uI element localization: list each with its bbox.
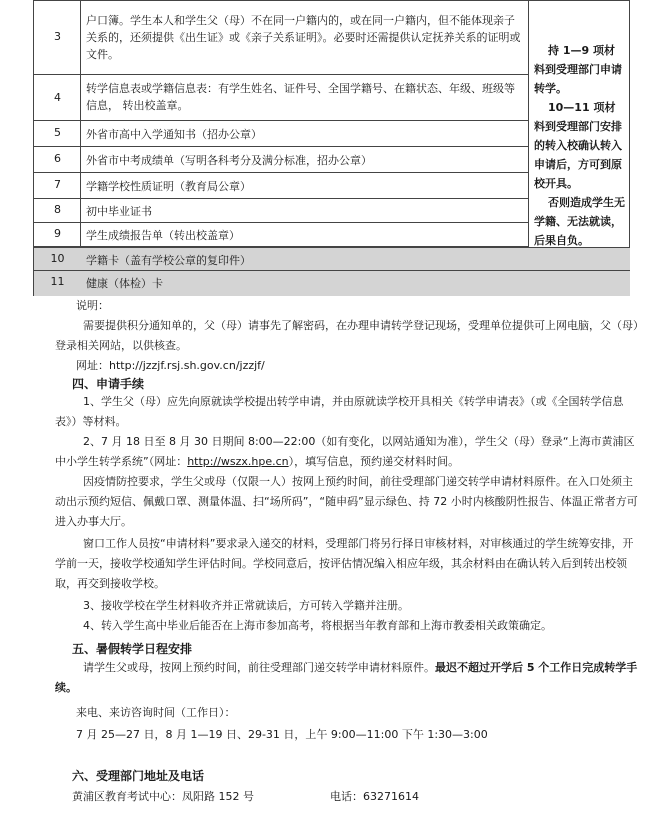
note-step-1: 持 1—9 项材料到受理部门申请转学。 (534, 44, 622, 95)
table-row (34, 1, 529, 75)
section-4-step-3: 3、接收学校在学生材料收齐并正常就读后，方可转入学籍并注册。 (83, 599, 409, 612)
section-4-step-2 (55, 432, 642, 472)
office-phone: 电话：63271614 (330, 790, 419, 803)
explain-url-link[interactable]: http://jzzjf.rsj.sh.gov.cn/jzzjf/ (109, 359, 265, 372)
row-text: 户口簿。学生本人和学生父（母）不在同一户籍内的，或在同一户籍内，但不能体现亲子关系的，还须提供《出生证》或《亲子关系证明》。必要时还需提供认定抚养关系的证明或文件。 (86, 14, 521, 61)
table-row (34, 223, 529, 247)
row-number: 5 (54, 126, 61, 139)
deadline-text: 最迟不超过开学后 5 个工作日完成转学手续。 (55, 661, 638, 694)
note-step-2: 10—11 项材料到受理部门安排的转入校确认转入申请后，方可到原校开具。 (534, 101, 622, 190)
section-5-instruction (55, 658, 642, 698)
section-5-title: 五、暑假转学日程安排 (72, 642, 193, 656)
table-row (34, 75, 529, 121)
section-4-title: 四、申请手续 (72, 377, 145, 391)
step-2-text-b: ），填写信息，预约递交材料时间。 (288, 455, 460, 468)
row-text: 健康（体检）卡 (86, 277, 163, 290)
row-number: 7 (54, 178, 61, 191)
row-number: 10 (50, 252, 65, 265)
row-number: 8 (54, 203, 61, 216)
row-text: 初中毕业证书 (86, 205, 152, 218)
row-text: 学籍卡（盖有学校公章的复印件） (86, 254, 251, 267)
instruction-text: 请学生父或母，按网上预约时间，前往受理部门递交转学申请材料原件。 (83, 661, 435, 674)
explain-url-label: 网址： (76, 359, 109, 372)
section-4-step-1: 1、学生父（母）应先向原就读学校提出转学申请，并由原就读学校开具相关《转学申请表》（或《全国转学信息表》）等材料。 (55, 395, 624, 428)
explain-text: 需要提供积分通知单的，父（母）请事先了解密码，在办理申请转学登记现场，受理单位提供可上网电脑，父（母）登录相关网站，以供核查。 (55, 319, 639, 352)
section-4-window-note: 窗口工作人员按“申请材料”要求录入递交的材料，受理部门将另行择日审核材料，对审核通过的学生统筹安排，开学前一天，接收学校通知学生评估时间。学校同意后，按评估情况编入相应年级，其余材料由在确认转入后到转出校领取，再交到接收学校。 (55, 537, 634, 590)
section-4-epidemic-note: 因疫情防控要求，学生父或母（仅限一人）按网上预约时间，前往受理部门递交转学申请材料原件。在入口处须主动出示预约短信、佩戴口罩、测量体温、扫“场所码”，“随申码”显示绿色、持 72 小时内核酸阴性报告、体温正常者方可进入办事大厅。 (55, 475, 638, 528)
row-number: 11 (50, 275, 65, 288)
table-row (34, 199, 529, 223)
explain-url-line (76, 356, 642, 376)
consult-hours-label: 来电、来访咨询时间（工作日）： (76, 706, 236, 719)
table-row (34, 121, 529, 147)
materials-table (33, 0, 630, 296)
row-text: 外省市高中入学通知书（招办公章） (86, 128, 262, 141)
submission-note (529, 1, 630, 247)
row-number: 9 (54, 227, 61, 240)
row-number: 4 (54, 91, 61, 104)
table-row (34, 271, 630, 296)
step-2-text-a: 2、7 月 18 日至 8 月 30 日期间 8:00—22:00（如有变化，以网站通知为准），学生父（母）登录“上海市黄浦区中小学生转学系统”（网址： (55, 435, 635, 468)
table-row (34, 147, 529, 173)
transfer-system-link[interactable]: http://wszx.hpe.cn (187, 455, 289, 468)
row-text: 学籍学校性质证明（教育局公章） (86, 180, 251, 193)
row-text: 外省市中考成绩单（写明各科考分及满分标准，招办公章） (86, 154, 372, 167)
row-number: 3 (54, 30, 61, 43)
row-text: 学生成绩报告单（转出校盖章） (86, 229, 240, 242)
table-row (34, 173, 529, 199)
explain-label: 说明： (76, 299, 109, 312)
row-text: 转学信息表或学籍信息表：有学生姓名、证件号、全国学籍号、在籍状态、年级、班级等信息， 转出校盖章。 (86, 82, 515, 112)
note-warning: 否则造成学生无学籍、无法就读，后果自负。 (534, 196, 625, 247)
section-6-title: 六、受理部门地址及电话 (72, 769, 205, 783)
office-address: 黄浦区教育考试中心：凤阳路 152 号 (72, 790, 254, 803)
consult-hours: 7 月 25—27 日，8 月 1—19 日、29-31 日，上午 9:00—11:00 下午 1:30—3:00 (76, 728, 488, 741)
table-row (34, 247, 630, 271)
section-4-step-4: 4、转入学生高中毕业后能否在上海市参加高考，将根据当年教育部和上海市教委相关政策确定。 (83, 619, 552, 632)
row-number: 6 (54, 152, 61, 165)
